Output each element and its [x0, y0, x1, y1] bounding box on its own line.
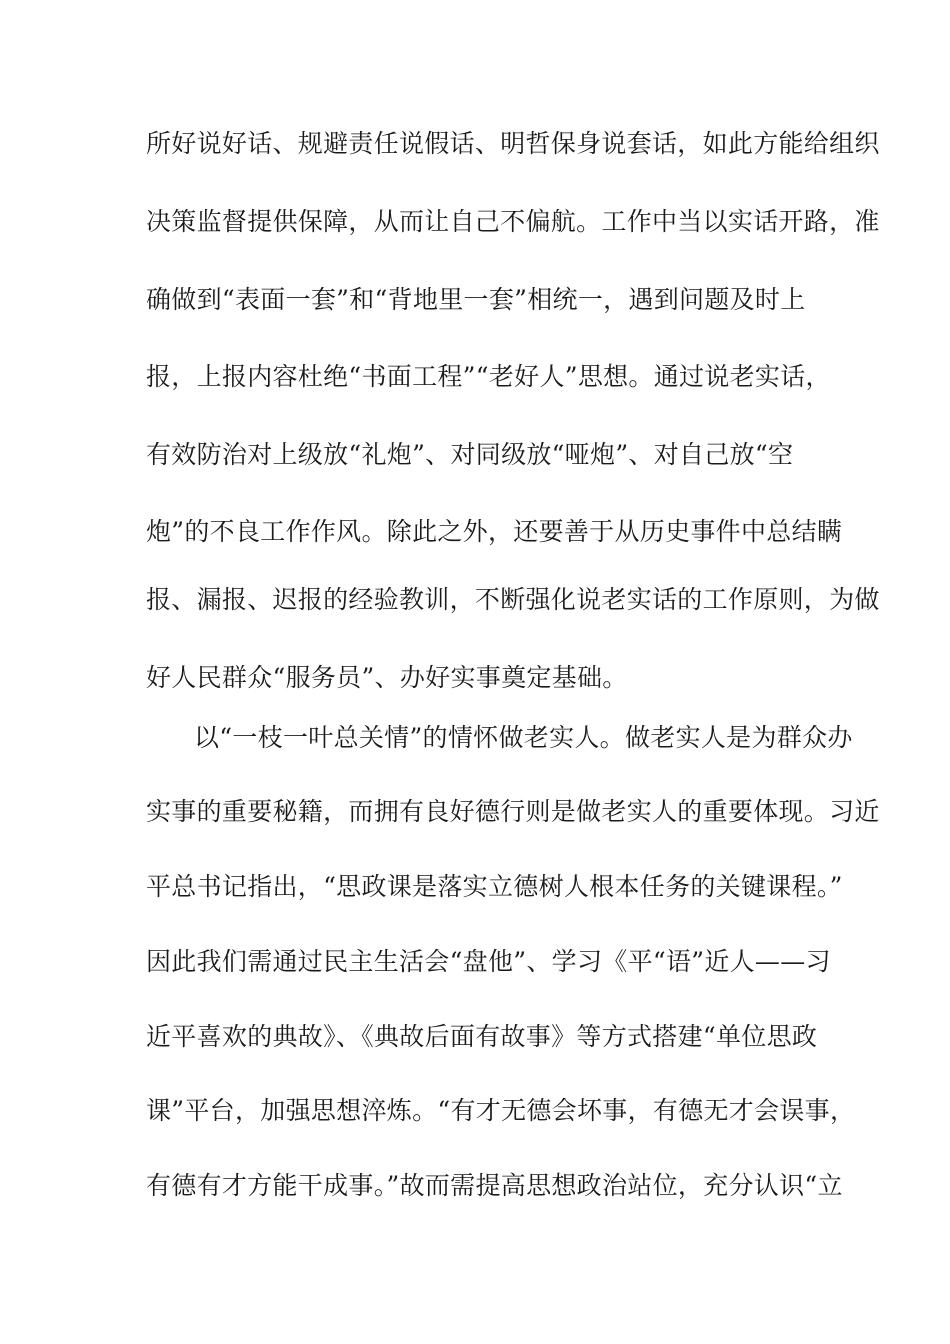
paragraph-line: 有德有才方能干成事。”故而需提高思想政治站位，充分认识“立: [146, 1171, 843, 1200]
paragraph-line: 课”平台，加强思想淬炼。“有才无德会坏事，有德无才会误事，: [146, 1096, 856, 1125]
paragraph-line: 实事的重要秘籍，而拥有良好德行则是做老实人的重要体现。习近: [146, 797, 880, 826]
paragraph-line: 近平喜欢的典故》、《典故后面有故事》等方式搭建“单位思政: [146, 1022, 818, 1051]
paragraph-line: 好人民群众“服务员”、办好实事奠定基础。: [146, 663, 628, 692]
paragraph-line: 炮”的不良工作作风。除此之外，还要善于从历史事件中总结瞒: [146, 517, 843, 546]
paragraph-line: 有效防治对上级放“礼炮”、对同级放“哑炮”、对自己放“空: [146, 440, 794, 469]
paragraph-line: 报、漏报、迟报的经验教训，不断强化说老实话的工作原则，为做: [146, 585, 880, 614]
paragraph-line: 所好说好话、规避责任说假话、明哲保身说套话，如此方能给组织: [146, 129, 880, 158]
paragraph-first-line: 以“一枝一叶总关情”的情怀做老实人。做老实人是为群众办: [194, 723, 853, 752]
paragraph-line: 因此我们需通过民主生活会“盘他”、学习《平“语”近人——习: [146, 947, 831, 976]
paragraph-line: 确做到“表面一套”和“背地里一套”相统一，遇到问题及时上: [146, 285, 806, 314]
paragraph-line: 平总书记指出，“思政课是落实立德树人根本任务的关键课程。”: [146, 872, 843, 901]
paragraph-line: 决策监督提供保障，从而让自己不偏航。工作中当以实话开路，准: [146, 207, 880, 236]
paragraph-line: 报，上报内容杜绝“书面工程”“老好人”思想。通过说老实话，: [146, 362, 831, 391]
